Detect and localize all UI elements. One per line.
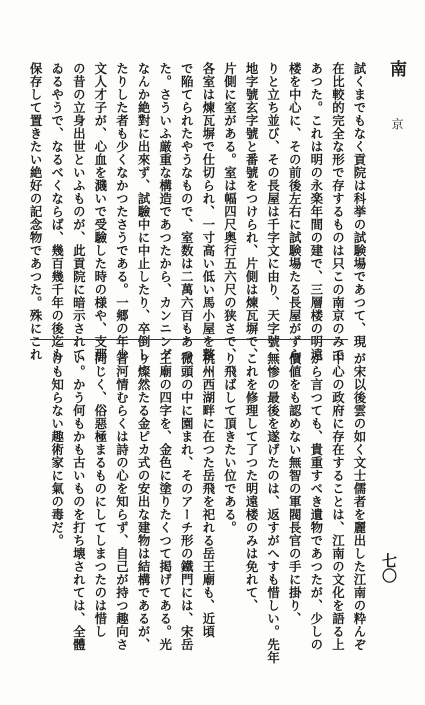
text-column: ゐるやうで、なるべくならば、幾百幾千年の後迄も [49,62,65,361]
text-column: で陥てられたやうなもので、室数は二萬六百もあつ [179,62,195,361]
text-column: 同じく、俗惡極まるものにしてしまつたのは惜し [92,352,108,638]
text-column: い。かう何もかも古いものを打ち壊されては、全體 [71,352,87,651]
text-column: り燦然たる金ピカ式の安出な建物は結構であるが、 [136,352,152,651]
text-column: 保存して置きたい絶好の記念物であつた。殊にこれ [28,62,44,361]
text-column: けも知らない趣術家に氣の毒だ。 [49,352,65,547]
text-column: 各室は煉瓦塀で仕切られ、一寸高い低い馬小屋を整 [200,62,216,361]
page-number: 七〇 [380,553,398,583]
text-column: これを修理して了つた明遠楼のみは免れて、 [244,352,260,612]
text-column: の昔の立身出世といふものが、此貢院に暗示されて [71,62,87,361]
running-header-title: 南 [386,60,406,77]
text-column: 昔河情むらくは詩の心を知らず、自己が持つ趣向さ [114,352,130,651]
upper-text-block [28,62,370,361]
text-column: た。さういふ厳重な構造であつたから、カンニング [157,62,173,361]
text-column: 價値をも認めない無智の軍閥長官の手に掛り、 [287,352,303,625]
text-column: 無惨の最後を遂げたのは、返すがへすも惜しい。先年 [265,352,281,664]
text-column: 杭州西湖畔に在つた岳飛を祀れる岳王廟も、近頃 [200,352,216,638]
text-column: なんか絶對に出來ず、試驗中に中止したり、卒倒し [136,62,152,361]
text-column: が宋以後雲の如く文士儒者を麗出した江南の粋んぞ [352,352,367,651]
running-header-subtitle: 京 [390,118,404,130]
text-column: あつた。これは明の永楽年間の建で、三層楼の明遠 [308,62,324,361]
text-column: 文人才子が、心血を濺いで受驗した時の様や、支那 [92,62,108,361]
text-column: 王廟の四字を、金色に塗りたくつて掲げてある。光 [157,352,173,651]
text-column: 中心の政府に存在することは、江南の文化を語る上 [330,352,346,651]
text-column: 在比較的完全な形で存するものは只この南京のみで [330,62,346,361]
text-column: 地字號玄字號と番號をつけられ、片側は煉瓦塀で、 [244,62,260,361]
text-column: 楼を中心に、その前後左右に試験場たる長屋がずら [287,62,303,361]
text-column: から言つても、貴重すべき遺物であつたが、少しの [308,352,324,651]
text-column: り飛ばして頂きたい位である。 [222,352,238,534]
text-column: 試くまでもなく貢院は科挙の試験場であつて、現 [352,62,367,348]
text-column: たりした者も少くなかつたさうである。一郷の年少 [114,62,130,361]
text-column: りと立ち並び、その長屋は千字文に由り、天字號、 [265,62,281,361]
text-column: 微頭の中に園まれ、そのアーチ形の鐵門には、宋岳 [179,352,195,651]
section-divider-rule [30,339,348,340]
text-column: 片側に室がある。室は幅四尺奥行五六尺の狭さで、 [222,62,238,361]
lower-text-block [35,352,370,692]
